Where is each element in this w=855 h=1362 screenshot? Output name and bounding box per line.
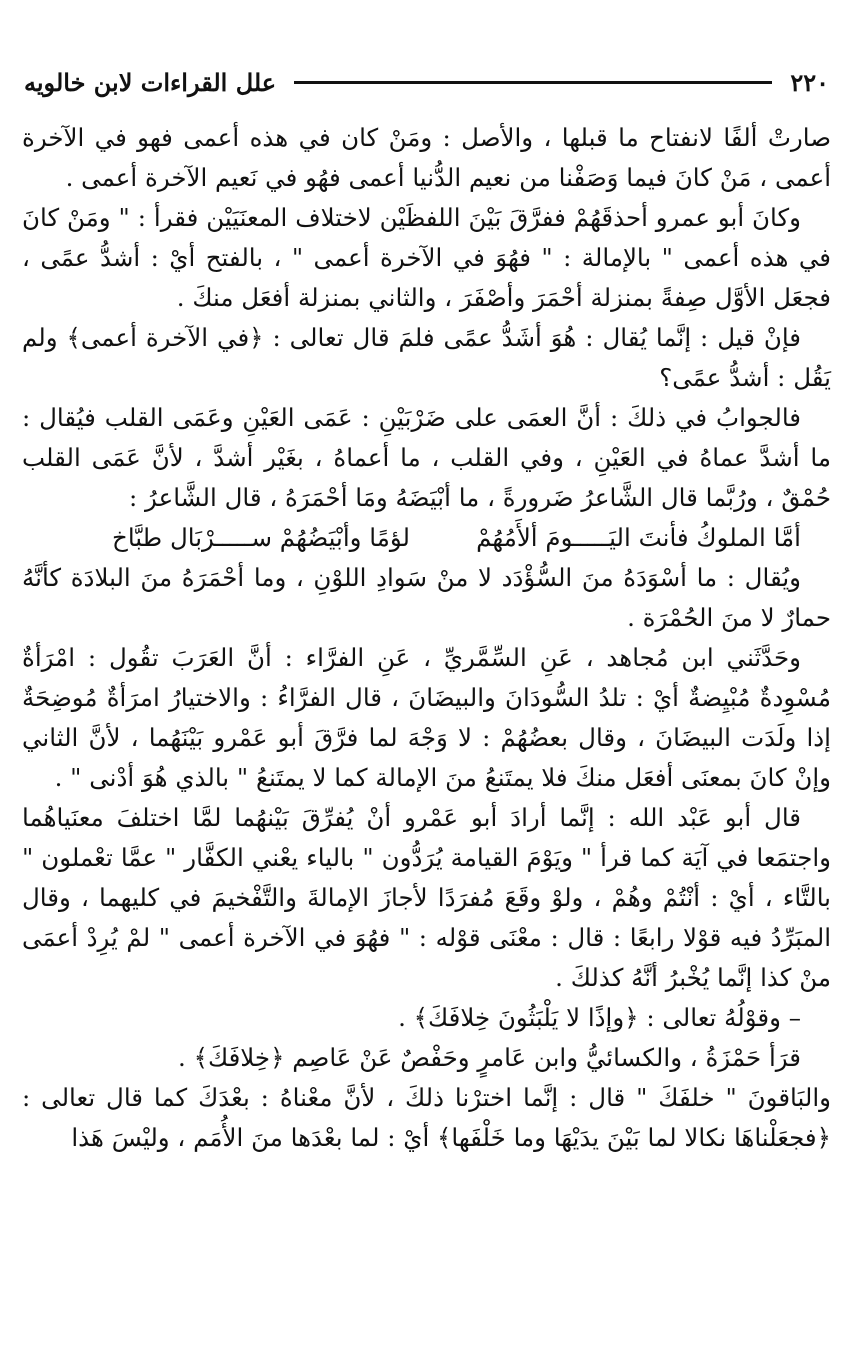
paragraph-1: صارتْ ألفًا لانفتاح ما قبلها ، والأصل : ومَنْ كان في هذه أعمى فهو في الآخرة أعمى ، مَنْ كانَ فيما وَصَفْنا من نعيم الدُّنيا أعمى فهُو في نَعيم الآخرة أعمى .	[22, 123, 831, 192]
page-header	[24, 62, 829, 102]
paragraph-5: ويُقال : ما أسْوَدَهُ منَ السُّؤْدَد لا منْ سَوادِ اللوْنِ ، وما أحْمَرَهُ منَ البلادَة كأنَّهُ حمارٌ لا منَ الحُمْرَة .	[22, 563, 831, 632]
paragraph-7: قال أبو عَبْد الله : إنَّما أرادَ أبو عَمْرو أنْ يُفرِّقَ بَيْنهُما لمَّا اختلفَ معنَياهُما واجتمَعا في آيَة كما قرأ " ويَوْمَ القيامة يُرَدُّون " بالياء يعْني الكفَّار " عمَّا تعْملون " بالتَّاء ، أيْ : أنْتُمْ وهُمْ ، ولوْ وقَعَ مُفرَدًا لأجازَ الإمالةَ والتَّفْخيمَ في كليهما ، وقال المبَرِّدُ فيه قوْلا رابعًا : قال : معْنَى قوْله : " فهُوَ في الآخرة أعمى " لمْ يُرِدْ أعمَى منْ كذا إنَّما يُخْبرُ أنَّهُ كذلكَ .	[22, 803, 831, 992]
main-text	[22, 118, 831, 1158]
paragraph-3: فإنْ قيل : إنَّما يُقال : هُوَ أشَدُّ عمًى فلمَ قال تعالى : ﴿في الآخرة أعمى﴾ ولم يَقُل : أشدُّ عمًى؟	[22, 323, 831, 392]
page-number: ٢٢٠	[790, 67, 829, 97]
paragraph-2: وكانَ أبو عمرو أحذقَهُمْ ففرَّقَ بَيْنَ اللفظَيْن لاختلاف المعنَيَيْن فقرأ : " ومَنْ كانَ في هذه أعمى " بالإمالة : " فهُوَ في الآخرة أعمى " ، بالفتح أيْ : أشدُّ عمًى ، فجعَل الأوَّل صِفةً بمنزلة أحْمَرَ وأصْفَرَ ، والثاني بمنزلة أفعَل منكَ .	[22, 203, 831, 312]
paragraph-10: والبَاقونَ " خلفَكَ " قال : إنَّما اخترْنا ذلكَ ، لأنَّ معْناهُ : بعْدَكَ كما قال تعالى : ﴿فجعَلْناهَا نكالا لما بَيْنَ يدَيْهَا وما خَلْفَها﴾ أيْ : لما بعْدَها منَ الأُمَم ، وليْسَ هَذا	[22, 1083, 831, 1152]
running-title: علل القراءات لابن خالويه	[24, 67, 277, 97]
poetry-verse	[22, 518, 831, 558]
paragraph-8: – وقوْلُهُ تعالى : ﴿وإذًا لا يَلْبَثُونَ خِلافَكَ﴾ .	[398, 1003, 801, 1032]
verse-hemistich-first: أمَّا الملوكُ فأنتَ اليَـــــومَ ألأَمُهُمْ	[476, 523, 801, 552]
paragraph-4: فالجوابُ في ذلكَ : أنَّ العمَى على ضَرْبَيْنِ : عَمَى العَيْنِ وعَمَى القلب فيُقال : ما أشدَّ عماهُ في العَيْنِ ، وفي القلب ، ما أعماهُ ، بغَيْر أشدَّ ، لأنَّ عَمَى القلب حُمْقٌ ، ورُبَّما قال الشَّاعرُ ضَرورةً ، ما أبْيَضَهُ ومَا أحْمَرَهُ ، قال الشَّاعرُ :	[22, 403, 831, 512]
verse-hemistich-second: لؤمًا وأبْيَضُهُمْ ســـــرْبَال طبَّاخ	[112, 523, 410, 552]
header-rule	[294, 81, 772, 84]
paragraph-9: قرَأ حَمْزَةُ ، والكسائيُّ وابن عَامرٍ وحَفْصٌ عَنْ عَاصِم ﴿خِلافَكَ﴾ .	[178, 1043, 801, 1072]
paragraph-6: وحَدَّثَني ابن مُجاهد ، عَنِ السِّمَّريِّ ، عَنِ الفرَّاء : أنَّ العَرَبَ تقُول : امْرَأةٌ مُسْوِدةٌ مُبْيِضةٌ أيْ : تلدُ السُّودَانَ والبيضَانَ ، قال الفرَّاءُ : والاختيارُ امرَأةٌ مُوضِحَةٌ إذا ولَدَت البيضَانَ ، وقال بعضُهُمْ : لا وَجْهَ لما فرَّقَ أبو عَمْرو بَيْنَهُما ، لأنَّ الثاني وإنْ كانَ بمعنَى أفعَل منكَ فلا يمتَنعُ منَ الإمالة كما لا يمتَنعُ " بالذي هُوَ أدْنى " .	[22, 643, 831, 792]
